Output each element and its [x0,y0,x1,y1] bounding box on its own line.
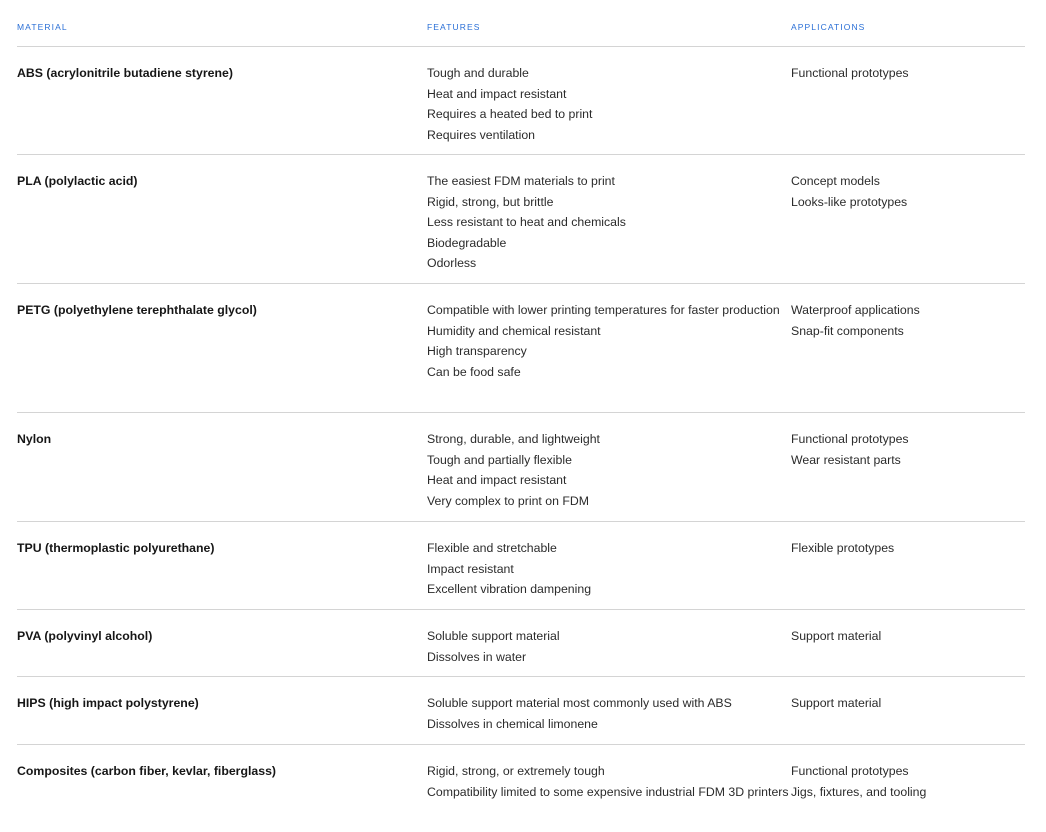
feature-item: Biodegradable [427,235,507,250]
table-body [17,47,1025,825]
application-item: Functional prototypes [791,764,909,778]
application-item: Waterproof applications [791,303,920,317]
table-row [17,155,1025,284]
material-name: Composites (carbon fiber, kevlar, fiberglass) [17,764,277,778]
application-item: Support material [791,696,882,710]
applications-cell [791,677,1025,744]
feature-item: Dissolves in chemical limonene [427,716,598,731]
applications-cell [791,413,1025,521]
material-name: Nylon [17,432,52,446]
material-name: HIPS (high impact polystyrene) [17,696,199,710]
feature-item: Rigid, strong, but brittle [427,194,554,209]
feature-item: Odorless [427,256,477,270]
applications-cell [791,47,1025,154]
features-cell [427,610,791,676]
application-item: Snap-fit components [791,323,904,338]
application-item: Support material [791,629,882,643]
feature-item: High transparency [427,344,527,358]
material-name: PETG (polyethylene terephthalate glycol) [17,303,257,317]
feature-item: The easiest FDM materials to print [427,174,615,188]
table-row [17,610,1025,677]
feature-item: Excellent vibration dampening [427,582,592,596]
feature-item: Tough and durable [427,66,529,80]
application-item: Jigs, fixtures, and tooling [791,784,927,799]
features-cell [427,522,791,609]
features-cell [427,284,791,412]
material-name: TPU (thermoplastic polyurethane) [17,541,215,555]
features-cell [427,413,791,521]
feature-item: Dissolves in water [427,649,527,664]
application-item: Looks-like prototypes [791,194,908,209]
feature-item: Can be food safe [427,364,521,379]
feature-item: Compatibility limited to some expensive industrial FDM 3D printers [427,784,789,799]
feature-item: Compatible with lower printing temperatures for faster production [427,303,780,317]
materials-table [17,0,1025,825]
features-cell [427,677,791,744]
applications-cell [791,155,1025,283]
application-item: Functional prototypes [791,432,909,446]
applications-cell [791,522,1025,609]
feature-item: Very complex to print on FDM [427,493,589,508]
table-row [17,522,1025,610]
header-applications: APPLICATIONS [791,22,866,32]
feature-item: Soluble support material [427,629,560,643]
features-cell [427,155,791,283]
feature-item: Rigid, strong, or extremely tough [427,764,605,778]
table-row [17,47,1025,155]
application-item: Wear resistant parts [791,452,901,467]
table-row [17,677,1025,745]
feature-item: Heat and impact resistant [427,86,567,101]
table-row [17,413,1025,522]
applications-cell [791,745,1025,825]
application-item: Flexible prototypes [791,541,895,555]
feature-item: Heat and impact resistant [427,473,567,487]
header-material: MATERIAL [17,22,68,32]
feature-item: Impact resistant [427,561,514,576]
material-name: PVA (polyvinyl alcohol) [17,629,153,643]
feature-item: Flexible and stretchable [427,541,557,555]
features-cell [427,745,791,825]
applications-cell [791,284,1025,412]
features-cell [427,47,791,154]
feature-item: Soluble support material most commonly used with ABS [427,696,732,710]
table-header [17,0,1025,47]
feature-item: Less resistant to heat and chemicals [427,215,626,229]
header-features: FEATURES [427,22,481,32]
applications-cell [791,610,1025,676]
feature-item: Requires ventilation [427,127,536,142]
material-name: PLA (polylactic acid) [17,174,138,188]
application-item: Concept models [791,174,880,188]
table-row [17,284,1025,413]
feature-item: Humidity and chemical resistant [427,323,601,338]
material-name: ABS (acrylonitrile butadiene styrene) [17,66,233,80]
feature-item: Strong, durable, and lightweight [427,432,600,446]
feature-item: Requires a heated bed to print [427,107,593,121]
table-row [17,745,1025,825]
feature-item: Tough and partially flexible [427,452,572,467]
application-item: Functional prototypes [791,66,909,80]
